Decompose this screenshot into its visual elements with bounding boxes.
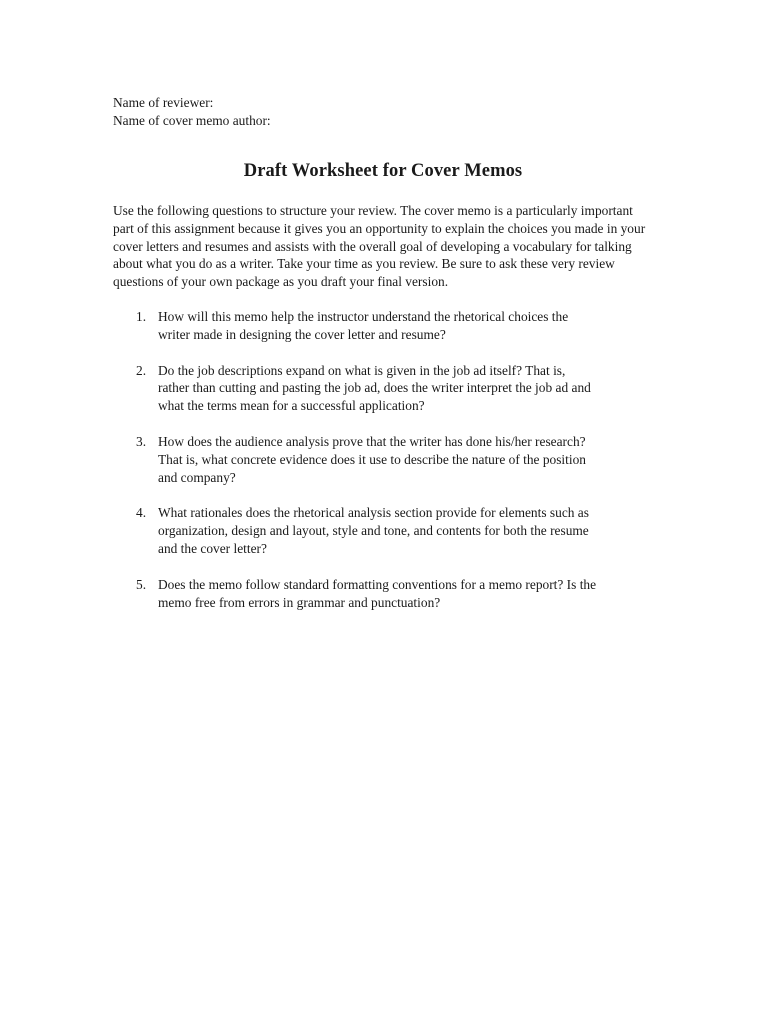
question-line: Do the job descriptions expand on what is given in the job ad itself? That is, xyxy=(158,362,566,378)
question-line: How does the audience analysis prove that the writer has done his/her research? xyxy=(158,433,586,449)
question-number: 1. xyxy=(136,308,147,324)
reviewer-name-label: Name of reviewer: xyxy=(113,95,214,110)
question-item-2 xyxy=(113,362,653,415)
worksheet-page xyxy=(113,94,653,629)
author-name-label: Name of cover memo author: xyxy=(113,112,271,128)
question-line: What rationales does the rhetorical analysis section provide for elements such as xyxy=(158,505,589,521)
question-line: writer made in designing the cover letter and resume? xyxy=(158,326,446,342)
question-line: memo free from errors in grammar and punctuation? xyxy=(158,594,441,610)
question-line: That is, what concrete evidence does it use to describe the nature of the position xyxy=(158,451,586,467)
question-line: Does the memo follow standard formatting conventions for a memo report? Is the xyxy=(158,576,597,592)
question-line: rather than cutting and pasting the job ad, does the writer interpret the job ad and xyxy=(158,380,591,396)
question-number: 4. xyxy=(136,505,147,521)
question-list xyxy=(113,308,653,611)
question-line: How will this memo help the instructor understand the rhetorical choices the xyxy=(158,308,569,324)
page-title: Draft Worksheet for Cover Memos xyxy=(243,161,523,181)
question-line: and company? xyxy=(158,469,236,485)
question-line: what the terms mean for a successful application? xyxy=(158,398,425,414)
question-item-4 xyxy=(113,504,653,557)
question-item-5 xyxy=(113,576,653,612)
intro-paragraph: Use the following questions to structure your review. The cover memo is a particularly important part of this assignment because it gives you an opportunity to explain the choices you made in your cover letters and resumes and assists with the overall goal of developing a vocabulary for talking about what you do as a writer. Take your time as you review. Be sure to ask these very review questions of your own package as you draft your final version. xyxy=(113,203,646,290)
question-line: and the cover letter? xyxy=(158,540,267,556)
question-number: 3. xyxy=(136,433,147,449)
question-line: organization, design and layout, style and tone, and contents for both the resume xyxy=(158,523,589,539)
question-number: 2. xyxy=(136,362,147,378)
question-number: 5. xyxy=(136,576,147,592)
question-item-1 xyxy=(113,308,653,344)
question-item-3 xyxy=(113,433,653,486)
